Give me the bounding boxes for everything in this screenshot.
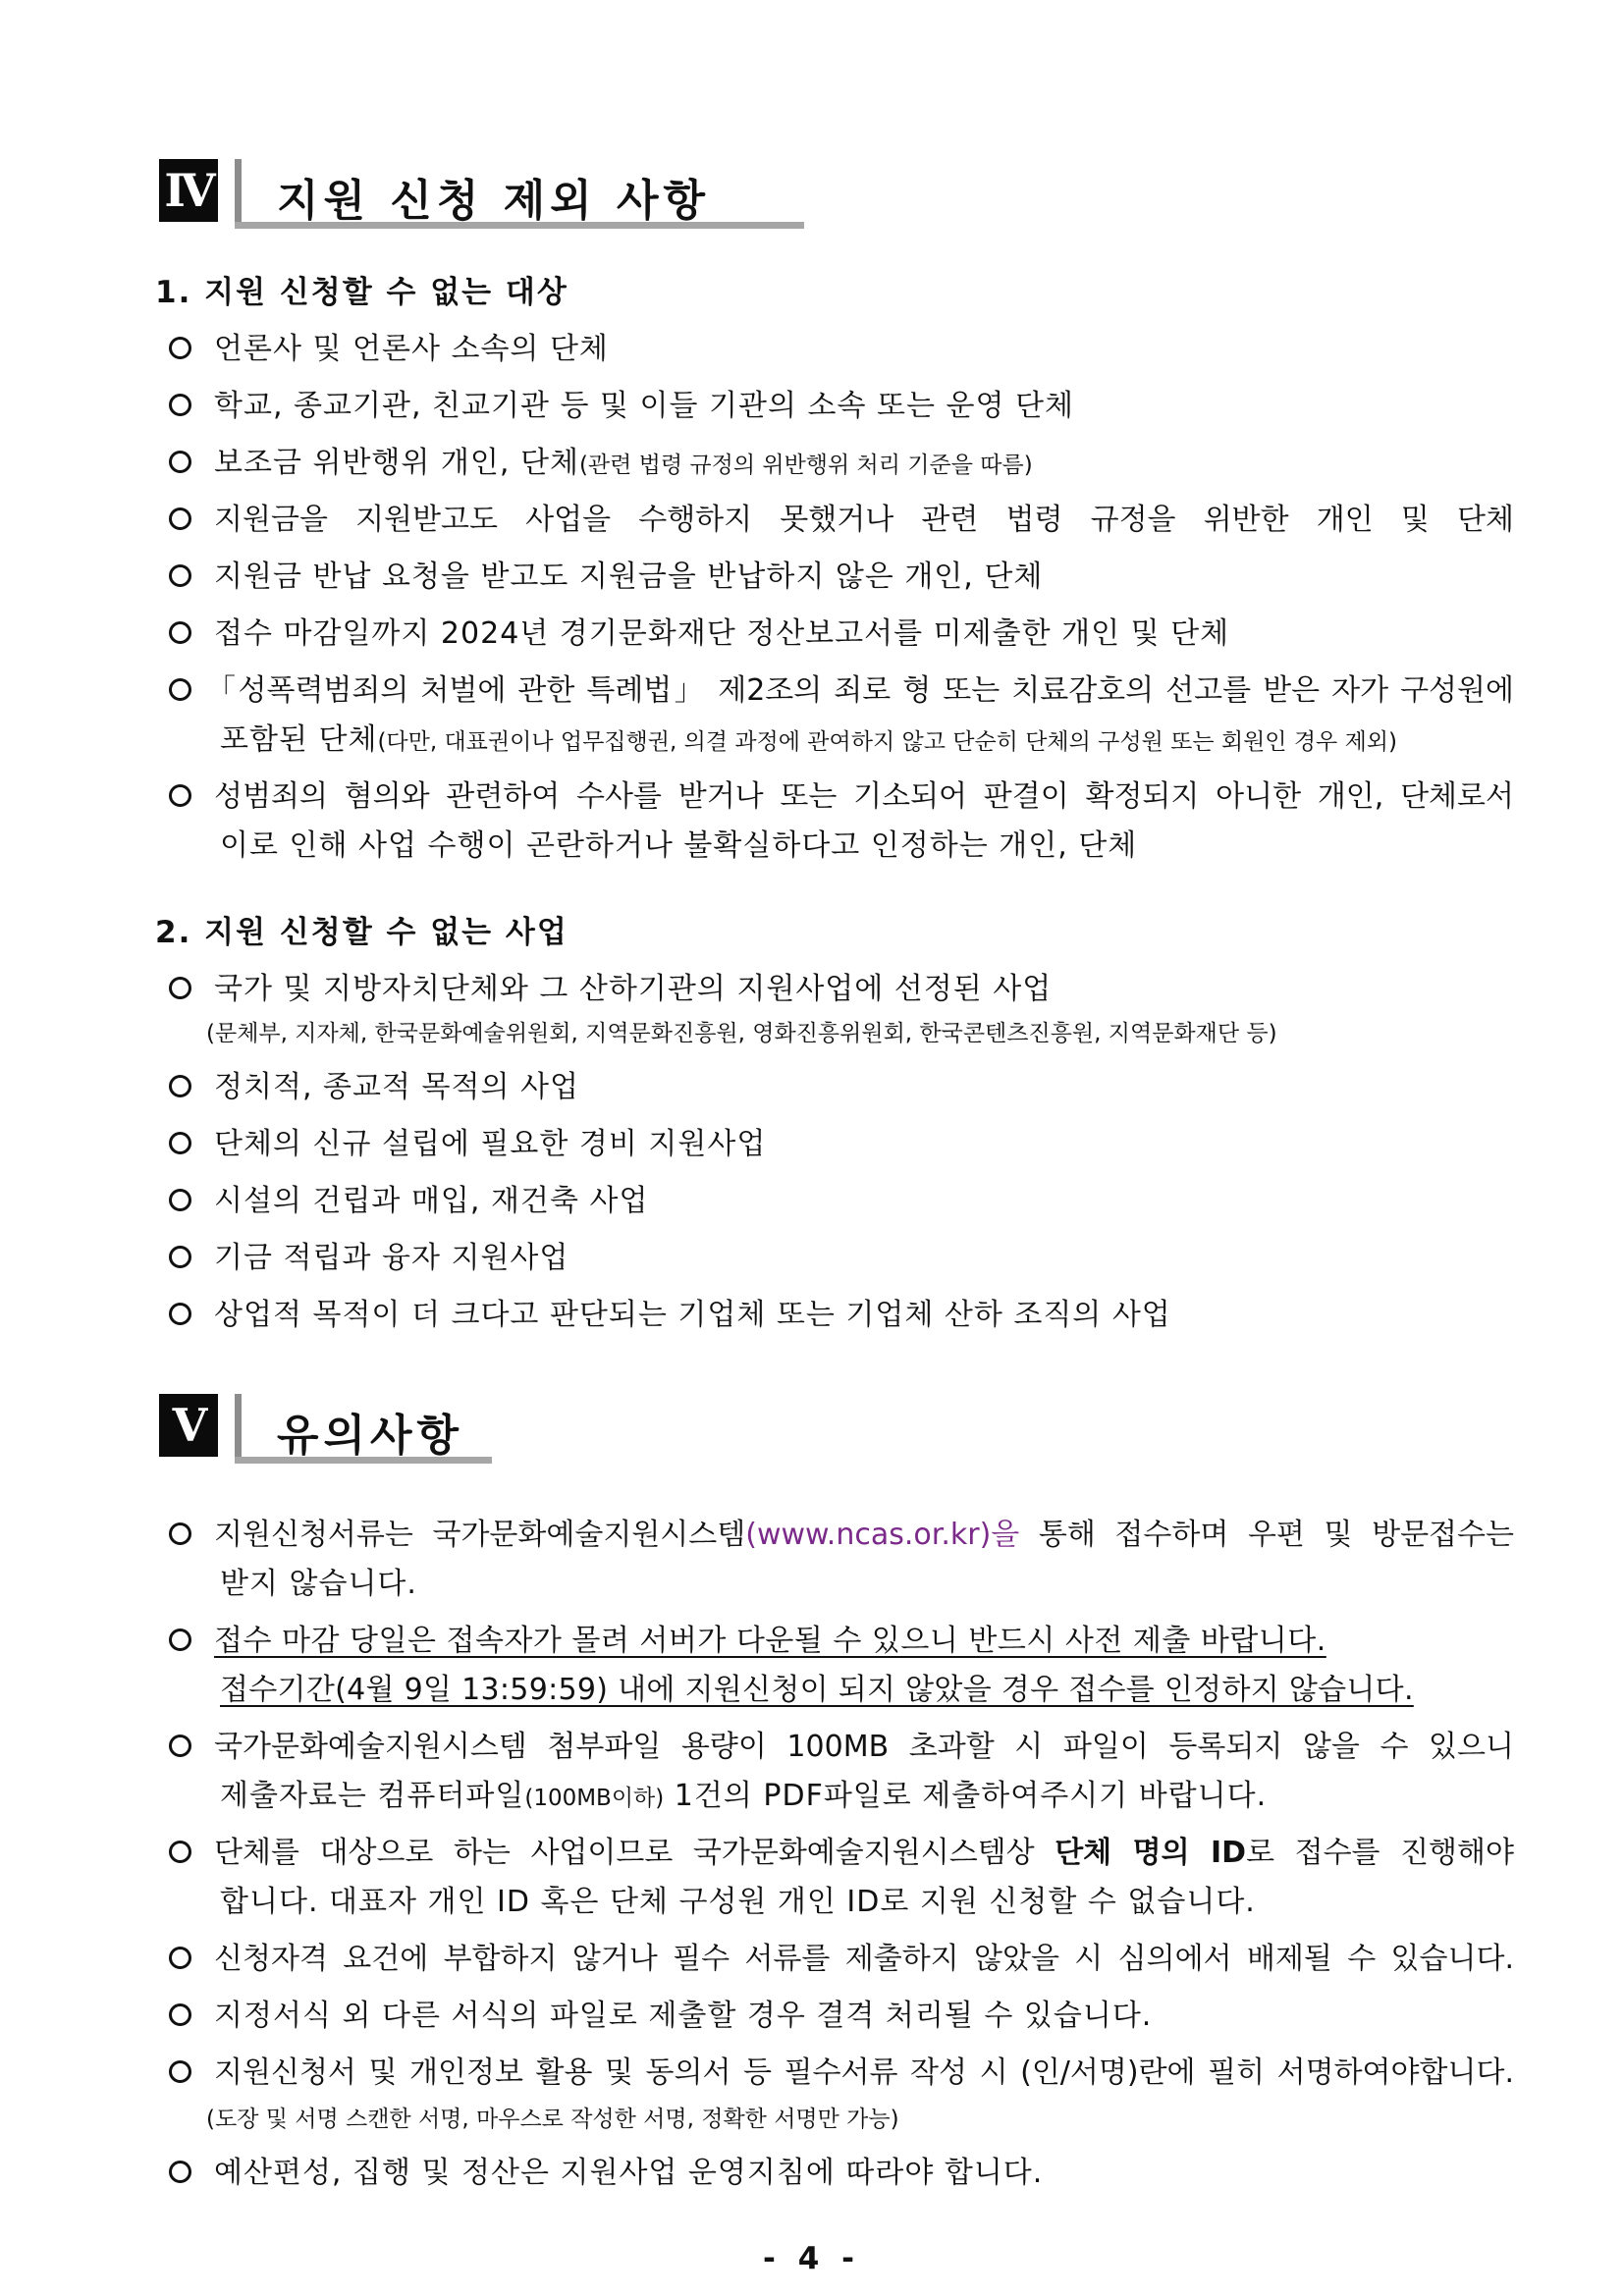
subheading-ineligible-applicants: 1. 지원 신청할 수 없는 대상: [155, 275, 568, 310]
circle-bullet-icon: [169, 507, 191, 530]
item-note: (문체부, 지자체, 한국문화예술위원회, 지역문화진흥원, 영화진흥위원회, 한국콘텐츠진흥원, 지역문화재단 등): [206, 1021, 1277, 1046]
ncas-website-link: (www.ncas.or.kr)을: [745, 1518, 1020, 1552]
item-note: (도장 및 서명 스캔한 서명, 마우스로 작성한 서명, 정확한 서명만 가능): [206, 2107, 899, 2132]
circle-bullet-icon: [169, 1629, 191, 1651]
circle-bullet-icon: [169, 337, 191, 359]
notice-item: 단체를 대상으로 하는 사업이므로 국가문화예술지원시스템상 단체 명의 ID로 접수를 진행해야 합니다. 대표자 개인 ID 혹은 단체 구성원 개인 ID로 지원 신청할 수 없습니다.: [169, 1828, 1514, 1916]
item-note: (다만, 대표권이나 업무집행권, 의결 과정에 관여하지 않고 단순히 단체의 구성원 또는 회원인 경우 제외): [377, 729, 1397, 755]
circle-bullet-icon: [169, 1841, 191, 1863]
notice-item: 국가문화예술지원시스템 첨부파일 용량이 100MB 초과할 시 파일이 등록되지 않을 수 있으니 제출자료는 컴퓨터파일(100MB이하) 1건의 PDF파일로 제출하여주시기 바랍니다.: [169, 1722, 1514, 1810]
list-item: 「성폭력범죄의 처벌에 관한 특례법」 제2조의 죄로 형 또는 치료감호의 선고를 받은 자가 구성원에 포함된 단체(다만, 대표권이나 업무집행권, 의결 과정에 관여하지 않고 단순히 단체의 구성원 또는 회원인 경우 제외): [169, 666, 1514, 754]
circle-bullet-icon: [169, 1522, 191, 1545]
circle-bullet-icon: [169, 451, 191, 473]
section-4-badge: Ⅳ: [159, 159, 218, 222]
circle-bullet-icon: [169, 678, 191, 701]
section-4-bar: [235, 159, 242, 222]
circle-bullet-icon: [169, 1246, 191, 1268]
circle-bullet-icon: [169, 2161, 191, 2183]
notice-item: 지원신청서류는 국가문화예술지원시스템(www.ncas.or.kr)을 통해 접수하며 우편 및 방문접수는 받지 않습니다.: [169, 1510, 1514, 1598]
circle-bullet-icon: [169, 2060, 191, 2083]
circle-bullet-icon: [169, 394, 191, 416]
circle-bullet-icon: [169, 1735, 191, 1757]
section-5-badge: Ⅴ: [159, 1394, 218, 1457]
section-5-title: 유의사항: [277, 1411, 464, 1461]
notice-item: 접수 마감 당일은 접속자가 몰려 서버가 다운될 수 있으니 반드시 사전 제출 바랍니다. 접수기간(4월 9일 13:59:59) 내에 지원신청이 되지 않았을 경우 접수를 인정하지 않습니다.: [169, 1616, 1514, 1704]
circle-bullet-icon: [169, 1947, 191, 1969]
group-id-emphasis: 단체 명의 ID: [1055, 1836, 1247, 1870]
circle-bullet-icon: [169, 1132, 191, 1154]
circle-bullet-icon: [169, 2003, 191, 2026]
circle-bullet-icon: [169, 621, 191, 644]
list-item: 성범죄의 혐의와 관련하여 수사를 받거나 또는 기소되어 판결이 확정되지 아니한 개인, 단체로서 이로 인해 사업 수행이 곤란하거나 불확실하다고 인정하는 개인, 단체: [169, 772, 1514, 860]
subheading-ineligible-projects: 2. 지원 신청할 수 없는 사업: [155, 915, 568, 950]
item-note: (관련 법령 규정의 위반행위 처리 기준을 따름): [578, 453, 1033, 478]
circle-bullet-icon: [169, 977, 191, 999]
circle-bullet-icon: [169, 1189, 191, 1211]
circle-bullet-icon: [169, 564, 191, 587]
section-4-title: 지원 신청 제외 사항: [277, 176, 710, 226]
section-5-bar: [235, 1394, 242, 1457]
circle-bullet-icon: [169, 784, 191, 807]
circle-bullet-icon: [169, 1075, 191, 1097]
page-number: - 4 -: [763, 2241, 860, 2276]
circle-bullet-icon: [169, 1303, 191, 1325]
